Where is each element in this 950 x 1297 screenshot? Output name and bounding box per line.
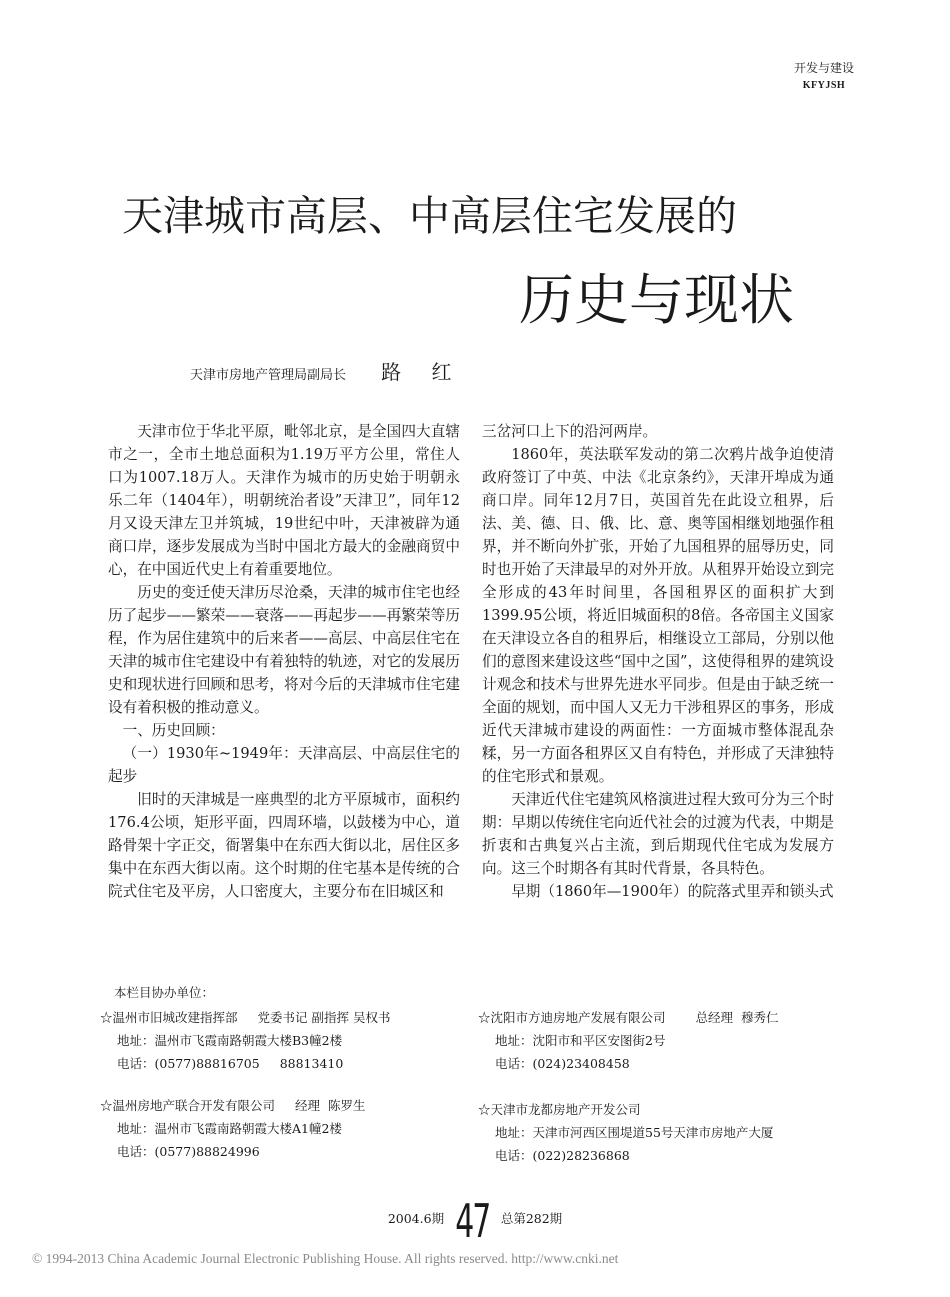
sponsor-item — [100, 1094, 480, 1163]
column-tag — [794, 60, 854, 94]
sponsor-company: ☆温州房地产联合开发有限公司 — [100, 1098, 276, 1113]
paragraph: 历史的变迁使天津历尽沧桑，天津的城市住宅也经历了起步——繁荣——衰落——再起步——再繁荣等历程，作为居住建筑中的后来者——高层、中高层住宅在天津的城市住宅建设中有着独特的轨迹，对它的发展历史和现状进行回顾和思考，将对今后的天津城市住宅建设有着积极的推动意义。 — [108, 584, 460, 716]
subsection-heading: （一）1930年~1949年：天津高层、中高层住宅的起步 — [108, 745, 460, 785]
body-column-left — [108, 420, 460, 903]
paragraph: 三岔河口上下的沿河两岸。 — [482, 423, 658, 440]
sponsor-address: 地址：温州市飞霞南路朝霞大楼B3幢2楼 — [117, 1033, 343, 1048]
total-issue-label: 总第282期 — [500, 1211, 563, 1226]
paragraph: 天津市位于华北平原，毗邻北京，是全国四大直辖市之一，全市土地总面积为1.19万平方公里，常住人口为1007.18万人。天津作为城市的历史始于明朝永乐二年（1404年），明朝统治者设”天津卫”，同年12月又设天津左卫并筑城，19世纪中叶，天津被辟为通商口岸，逐步发展成为当时中国北方最大的金融商贸中心，在中国近代史上有着重要地位。 — [108, 423, 460, 578]
paragraph: 1860年，英法联军发动的第二次鸦片战争迫使清政府签订了中英、中法《北京条约》，天津开埠成为通商口岸。同年12月7日，英国首先在此设立租界，后法、美、德、日、俄、比、意、奥等国相继划地强作租界，并不断向外扩张，开始了九国租界的屈辱历史，同时也开始了天津最早的对外开放。从租界开始设立到完全形成的43年时间里，各国租界区的面积扩大到1399.95公顷，将近旧城面积的8倍。各帝国主义国家在天津设立各自的租界后，相继设立工部局，分别以他们的意图来建设这些“国中之国”，这使得租界的建筑设计观念和技术与世界先进水平同步。但是由于缺乏统一全面的规划，而中国人又无力干涉租界区的事务，形成近代天津城市建设的两面性：一方面城市整体混乱杂糅，另一方面各租界区又自有特色，并形成了天津独特的住宅形式和景观。 — [482, 446, 834, 785]
sponsor-contact-title: 总经理 — [695, 1010, 734, 1025]
sponsor-address: 地址：天津市河西区围堤道55号天津市房地产大厦 — [495, 1125, 774, 1140]
sponsor-contact-name: 吴权书 — [352, 1010, 391, 1025]
issue-label: 2004.6期 — [387, 1211, 445, 1226]
sponsor-item — [478, 1006, 858, 1075]
sponsor-company: ☆天津市龙都房地产开发公司 — [478, 1102, 641, 1117]
page-footer — [0, 1194, 950, 1248]
sponsor-phone: 电话：(024)23408458 — [495, 1056, 630, 1071]
sponsor-item — [478, 1098, 858, 1167]
sponsors-box — [100, 981, 860, 1163]
column-code: KFYJSH — [802, 80, 846, 91]
author-line — [190, 356, 463, 385]
author-name: 路 红 — [381, 360, 464, 384]
body-column-right — [482, 420, 834, 903]
sponsor-contact-name: 陈罗生 — [327, 1098, 366, 1113]
sponsor-phone-2: 88813410 — [279, 1056, 344, 1071]
paragraph: 旧时的天津城是一座典型的北方平原城市，面积约176.4公顷，矩形平面，四周环墙，以鼓楼为中心，道路骨架十字正交，衙署集中在东西大街以北，居住区多集中在东西大街以南。这个时期的住宅基本是传统的合院式住宅及平房，人口密度大，主要分布在旧城区和 — [108, 791, 460, 900]
paragraph: 天津近代住宅建筑风格演进过程大致可分为三个时期：早期以传统住宅向近代社会的过渡为代表，中期是折衷和古典复兴占主流，到后期现代住宅成为发展方向。这三个时期各有其时代背景，各具特色。 — [482, 791, 834, 877]
author-affiliation: 天津市房地产管理局副局长 — [190, 368, 347, 383]
sponsor-phone: 电话：(0577)88816705 — [117, 1056, 260, 1071]
sponsor-address: 地址：温州市飞霞南路朝霞大楼A1幢2楼 — [117, 1121, 342, 1136]
sponsor-item — [100, 1006, 480, 1075]
section-heading: 一、历史回顾： — [122, 722, 225, 739]
sponsor-contact-name: 穆秀仁 — [740, 1010, 779, 1025]
sponsor-company: ☆温州市旧城改建指挥部 — [100, 1010, 238, 1025]
sponsors-heading: 本栏目协办单位： — [114, 985, 215, 1000]
article-title-line2: 历史与现状 — [519, 268, 795, 332]
paragraph: 早期（1860年—1900年）的院落式里弄和锁头式 — [511, 883, 834, 900]
article-title-line1: 天津城市高层、中高层住宅发展的 — [122, 192, 737, 240]
sponsor-phone: 电话：(0577)88824996 — [117, 1144, 260, 1159]
sponsor-address: 地址：沈阳市和平区安图街2号 — [495, 1033, 666, 1048]
sponsor-contact-title: 经理 — [295, 1098, 321, 1113]
sponsor-contact-title: 党委书记 副指挥 — [257, 1010, 349, 1025]
copyright-notice: © 1994-2013 China Academic Journal Electronic Publishing House. All rights reserved. http://www.cnki.net — [32, 1251, 619, 1266]
column-name: 开发与建设 — [793, 61, 854, 75]
sponsor-phone: 电话：(022)28236868 — [495, 1148, 630, 1163]
sponsor-company: ☆沈阳市方迪房地产发展有限公司 — [478, 1010, 666, 1025]
page-number: 47 — [455, 1194, 490, 1248]
